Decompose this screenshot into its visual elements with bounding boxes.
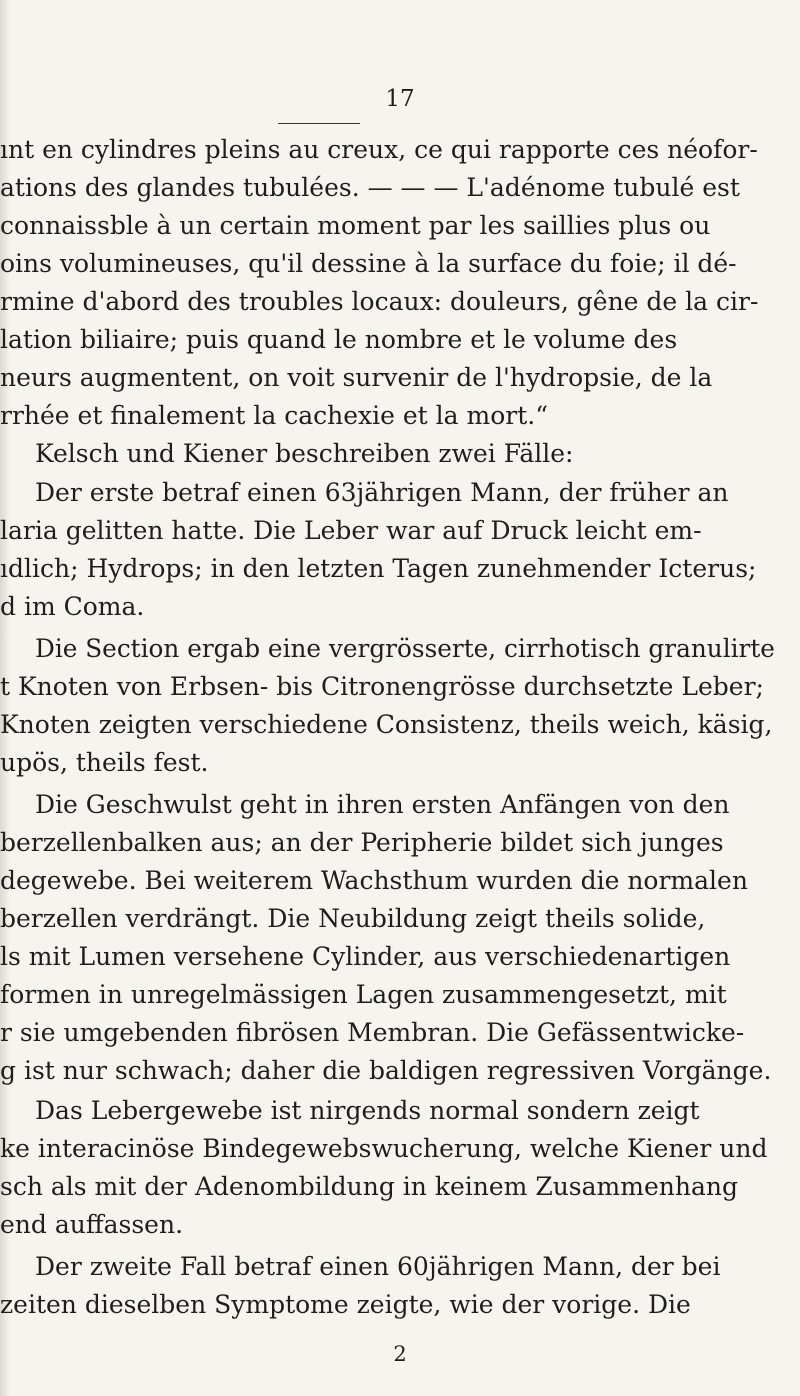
text-line: ke interacinöse Bindegewebswucherung, welche Kiener und [0,1134,768,1163]
text-line: formen in unregelmässigen Lagen zusammengesetzt, mit [0,980,727,1009]
text-line: degewebe. Bei weiterem Wachsthum wurden die normalen [0,866,748,895]
text-line: connaissble à un certain moment par les saillies plus ou [0,211,711,240]
header-rule [278,123,360,124]
text-line: Der erste betraf einen 63jährigen Mann, der früher an [35,478,729,507]
text-line: sch als mit der Adenombildung in keinem Zusammenhang [0,1172,738,1201]
text-line: berzellenbalken aus; an der Peripherie bildet sich junges [0,828,724,857]
text-line: ınt en cylindres pleins au creux, ce qui rapporte ces néofor- [0,135,758,164]
text-line: Kelsch und Kiener beschreiben zwei Fälle: [35,439,574,468]
text-line: d im Coma. [0,592,145,621]
text-line: g ist nur schwach; daher die baldigen regressiven Vorgänge. [0,1056,772,1085]
text-line: Die Section ergab eine vergrösserte, cirrhotisch granulirte [35,634,775,663]
text-line: rmine d'abord des troubles locaux: douleurs, gêne de la cir- [0,287,759,316]
text-line: t Knoten von Erbsen- bis Citronengrösse durchsetzte Leber; [0,672,764,701]
text-line: r sie umgebenden fibrösen Membran. Die Gefässentwicke- [0,1018,745,1047]
text-line: oins volumineuses, qu'il dessine à la surface du foie; il dé- [0,249,737,278]
text-line: rrhée et finalement la cachexie et la mort.“ [0,401,548,430]
text-line: lation biliaire; puis quand le nombre et le volume des [0,325,678,354]
text-line: ations des glandes tubulées. — — — L'adénome tubulé est [0,173,740,202]
text-line: Das Lebergewebe ist nirgends normal sondern zeigt [35,1096,700,1125]
text-line: upös, theils fest. [0,748,209,777]
text-line: berzellen verdrängt. Die Neubildung zeigt theils solide, [0,904,706,933]
text-line: ıdlich; Hydrops; in den letzten Tagen zunehmender Icterus; [0,554,757,583]
page-number: 17 [385,86,415,112]
text-line: Knoten zeigten verschiedene Consistenz, theils weich, käsig, [0,710,773,739]
text-line: Die Geschwulst geht in ihren ersten Anfängen von den [35,790,730,819]
text-line: end auffassen. [0,1210,184,1239]
text-line: zeiten dieselben Symptome zeigte, wie der vorige. Die [0,1290,691,1319]
signature-mark: 2 [393,1342,407,1366]
text-line: Der zweite Fall betraf einen 60jährigen Mann, der bei [35,1252,721,1281]
text-line: ls mit Lumen versehene Cylinder, aus verschiedenartigen [0,942,731,971]
text-line: laria gelitten hatte. Die Leber war auf Druck leicht em- [0,516,702,545]
text-line: neurs augmentent, on voit survenir de l'hydropsie, de la [0,363,713,392]
